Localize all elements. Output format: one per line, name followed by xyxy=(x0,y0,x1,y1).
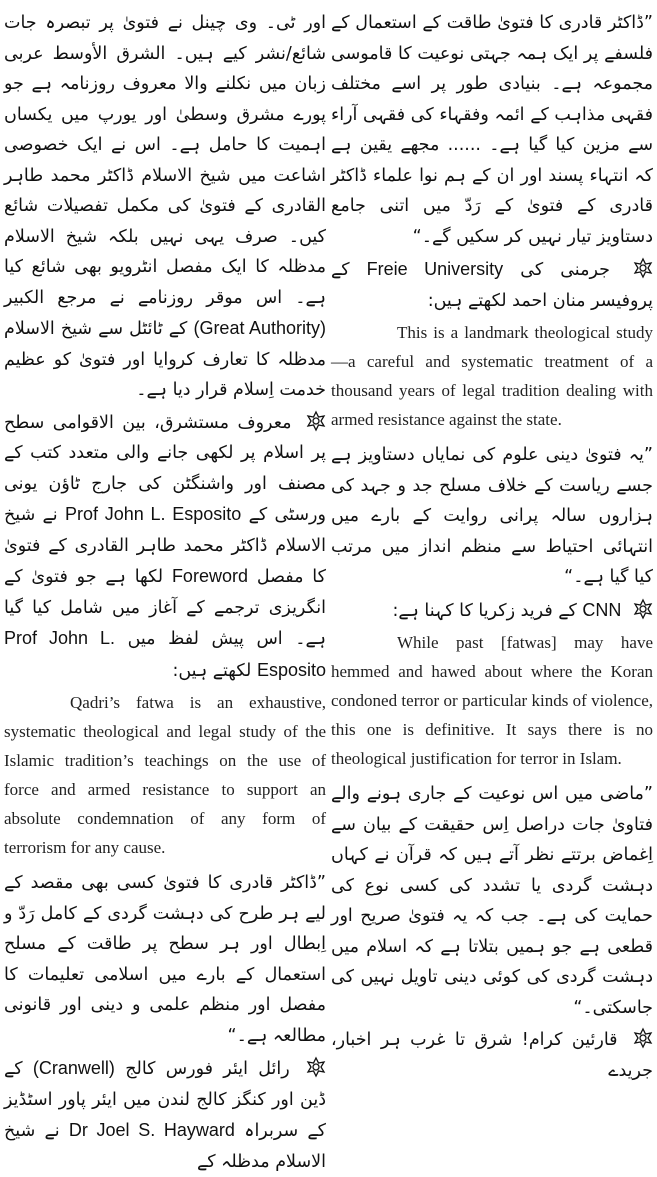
bullet-paragraph xyxy=(331,254,653,316)
flower-bullet-icon xyxy=(306,411,326,431)
bullet-paragraph xyxy=(331,1025,653,1086)
flower-bullet-icon xyxy=(633,258,653,278)
paragraph-text: نے شیخ الاسلام مدظلہ کے xyxy=(4,1121,326,1172)
flower-bullet-icon xyxy=(306,1057,326,1077)
network-name: CNN xyxy=(582,599,622,620)
english-quote: Qadri’s fatwa is an exhaustive, systematic theological and legal study of the Islamic tradition’s teachings on the use of force and armed resistance to support an absolute condemnation of any form of terrorism for any cause. xyxy=(4,693,326,857)
foreword-term: Foreword xyxy=(171,566,248,586)
bullet-paragraph xyxy=(4,1053,326,1177)
paragraph-text: کے ڈین اور کنگز کالج لندن میں ایئر پاور اسٹڈیز کے سربراہ xyxy=(4,1059,326,1141)
paragraph-text: جرمنی کی xyxy=(520,260,610,280)
quote-paragraph: ”یہ فتویٰ دینی علوم کی نمایاں دستاویز ہے جسے ریاست کے خلاف مسلح جد و جہد کی ہزاروں سالہ پرانی روایت کے بارے میں انتہائی احتیاط سے منظم انداز میں مرتب کیا گیا ہے۔“ xyxy=(331,445,653,587)
left-column xyxy=(4,0,326,1172)
paragraph xyxy=(4,8,326,406)
quote-paragraph: ”ماضی میں اس نوعیت کے جاری ہونے والے فتاویٰ جات دراصل اِس حقیقت کے بیان سے اِغماض برتتے نظر آتے ہیں کہ قرآن نے کہاں دہشت گردی یا تشدد کی کسی نوع کی حمایت کی ہے۔ جب کہ یہ فتویٰ صریح اور قطعی ہے جو ہمیں بتلاتا ہے کہ اسلام میں دہشت گردی کی کوئی دینی تاویل نہیں کی جاسکتی۔“ xyxy=(331,784,653,1018)
english-quote: This is a landmark theological study—a careful and systematic treatment of a thousand years of legal tradition dealing with armed resistance against the state. xyxy=(331,323,653,429)
quote-paragraph: ”ڈاکٹر قادری کا فتویٰ طاقت کے استعمال کے فلسفے پر ایک ہمہ جہتی نوعیت کا قاموسی مجموعہ ہے۔ بنیادی طور پر اسے مختلف فقہی مذاہب کے ائمہ وفقہاء کی فقہی آراء سے مزین کیا گیا ہے۔ ...... مجھے یقین ہے کہ انتہاء پسند اور ان کے ہم نوا علماء ڈاکٹر قادری کے فتویٰ کے رَدّ میں اتنی جامع دستاویز تیار نہیں کر سکیں گے۔“ xyxy=(331,13,653,247)
title-translation: (Great Authority) xyxy=(193,318,326,338)
paragraph-text: لکھتے ہیں: xyxy=(172,660,252,681)
person-name: Prof John L. Esposito xyxy=(4,628,326,680)
paragraph-text: کے ٹائٹل سے شیخ الاسلام مدظلہ کا تعارف کروایا اور فتویٰ کو عظیم خدمت اِسلام قرار دیا ہے۔ xyxy=(4,319,326,400)
english-quote: While past [fatwas] may have hemmed and hawed about where the Koran condoned terror or particular kinds of violence, this one is definitive. It says there is no theological justification for terror in Islam. xyxy=(331,633,653,768)
paragraph-text: معروف مستشرق، بین الاقوامی سطح پر اسلام پر لکھی جانے والی متعدد کتب کے مصنف اور واشنگٹن کی جارج ٹاؤن یونی ورسٹی کے xyxy=(4,412,326,525)
paragraph-text: قارئین کرام! شرق تا غرب ہر اخبار، جریدے xyxy=(331,1030,653,1081)
paragraph-text: کے پروفیسر منان احمد لکھتے ہیں: xyxy=(331,260,653,311)
person-name: Dr Joel S. Hayward xyxy=(68,1120,235,1140)
college-name: (Cranwell) xyxy=(32,1058,115,1078)
paragraph-text: لکھا ہے جو فتویٰ کے انگریزی ترجمے کے آغاز میں شامل کیا گیا ہے۔ اس پیش لفظ میں xyxy=(4,567,326,649)
bullet-paragraph xyxy=(331,595,653,627)
paragraph-text: نے شیخ الاسلام ڈاکٹر محمد طاہر القادری کے فتویٰ کا مفصل xyxy=(4,505,326,587)
bullet-paragraph xyxy=(4,408,326,687)
paragraph-text: اور ٹی۔ وی چینل نے فتویٰ پر تبصرہ جات شائع/نشر کیے ہیں۔ الشرق الأوسط عربی زبان میں نکلنے والا معروف روزنامہ ہے جو پورے مشرق وسطیٰ اور یورپ میں یکساں اہمیت کا حامل ہے۔ اس نے ایک خصوصی اشاعت میں شیخ الاسلام ڈاکٹر محمد طاہر القادری کے فتویٰ کی مکمل تفصیلات شائع کیں۔ صرف یہی نہیں بلکہ شیخ الاسلام مدظلہ کا ایک مفصل انٹرویو بھی شائع کیا ہے۔ اس موقر روزنامے نے مرجع الکبیر xyxy=(4,13,326,308)
flower-bullet-icon xyxy=(633,599,653,619)
quote-paragraph: ”ڈاکٹر قادری کا فتویٰ کسی بھی مقصد کے لیے ہر طرح کی دہشت گردی کے کامل رَدّ و اِبطال اور ہر سطح پر طاقت کے مسلح استعمال کے بارے میں اسلامی تعلیمات کا مفصل اور منظم علمی و دینی اور قانونی مطالعہ ہے۔“ xyxy=(4,873,326,1046)
university-name: Freie University xyxy=(366,259,504,279)
right-column xyxy=(331,0,653,1081)
flower-bullet-icon xyxy=(633,1028,653,1048)
person-name: Prof John L. Esposito xyxy=(64,504,242,524)
paragraph-text: کے فرید زکریا کا کہنا ہے: xyxy=(392,600,577,621)
paragraph-text: رائل ایئر فورس کالج xyxy=(125,1059,290,1079)
